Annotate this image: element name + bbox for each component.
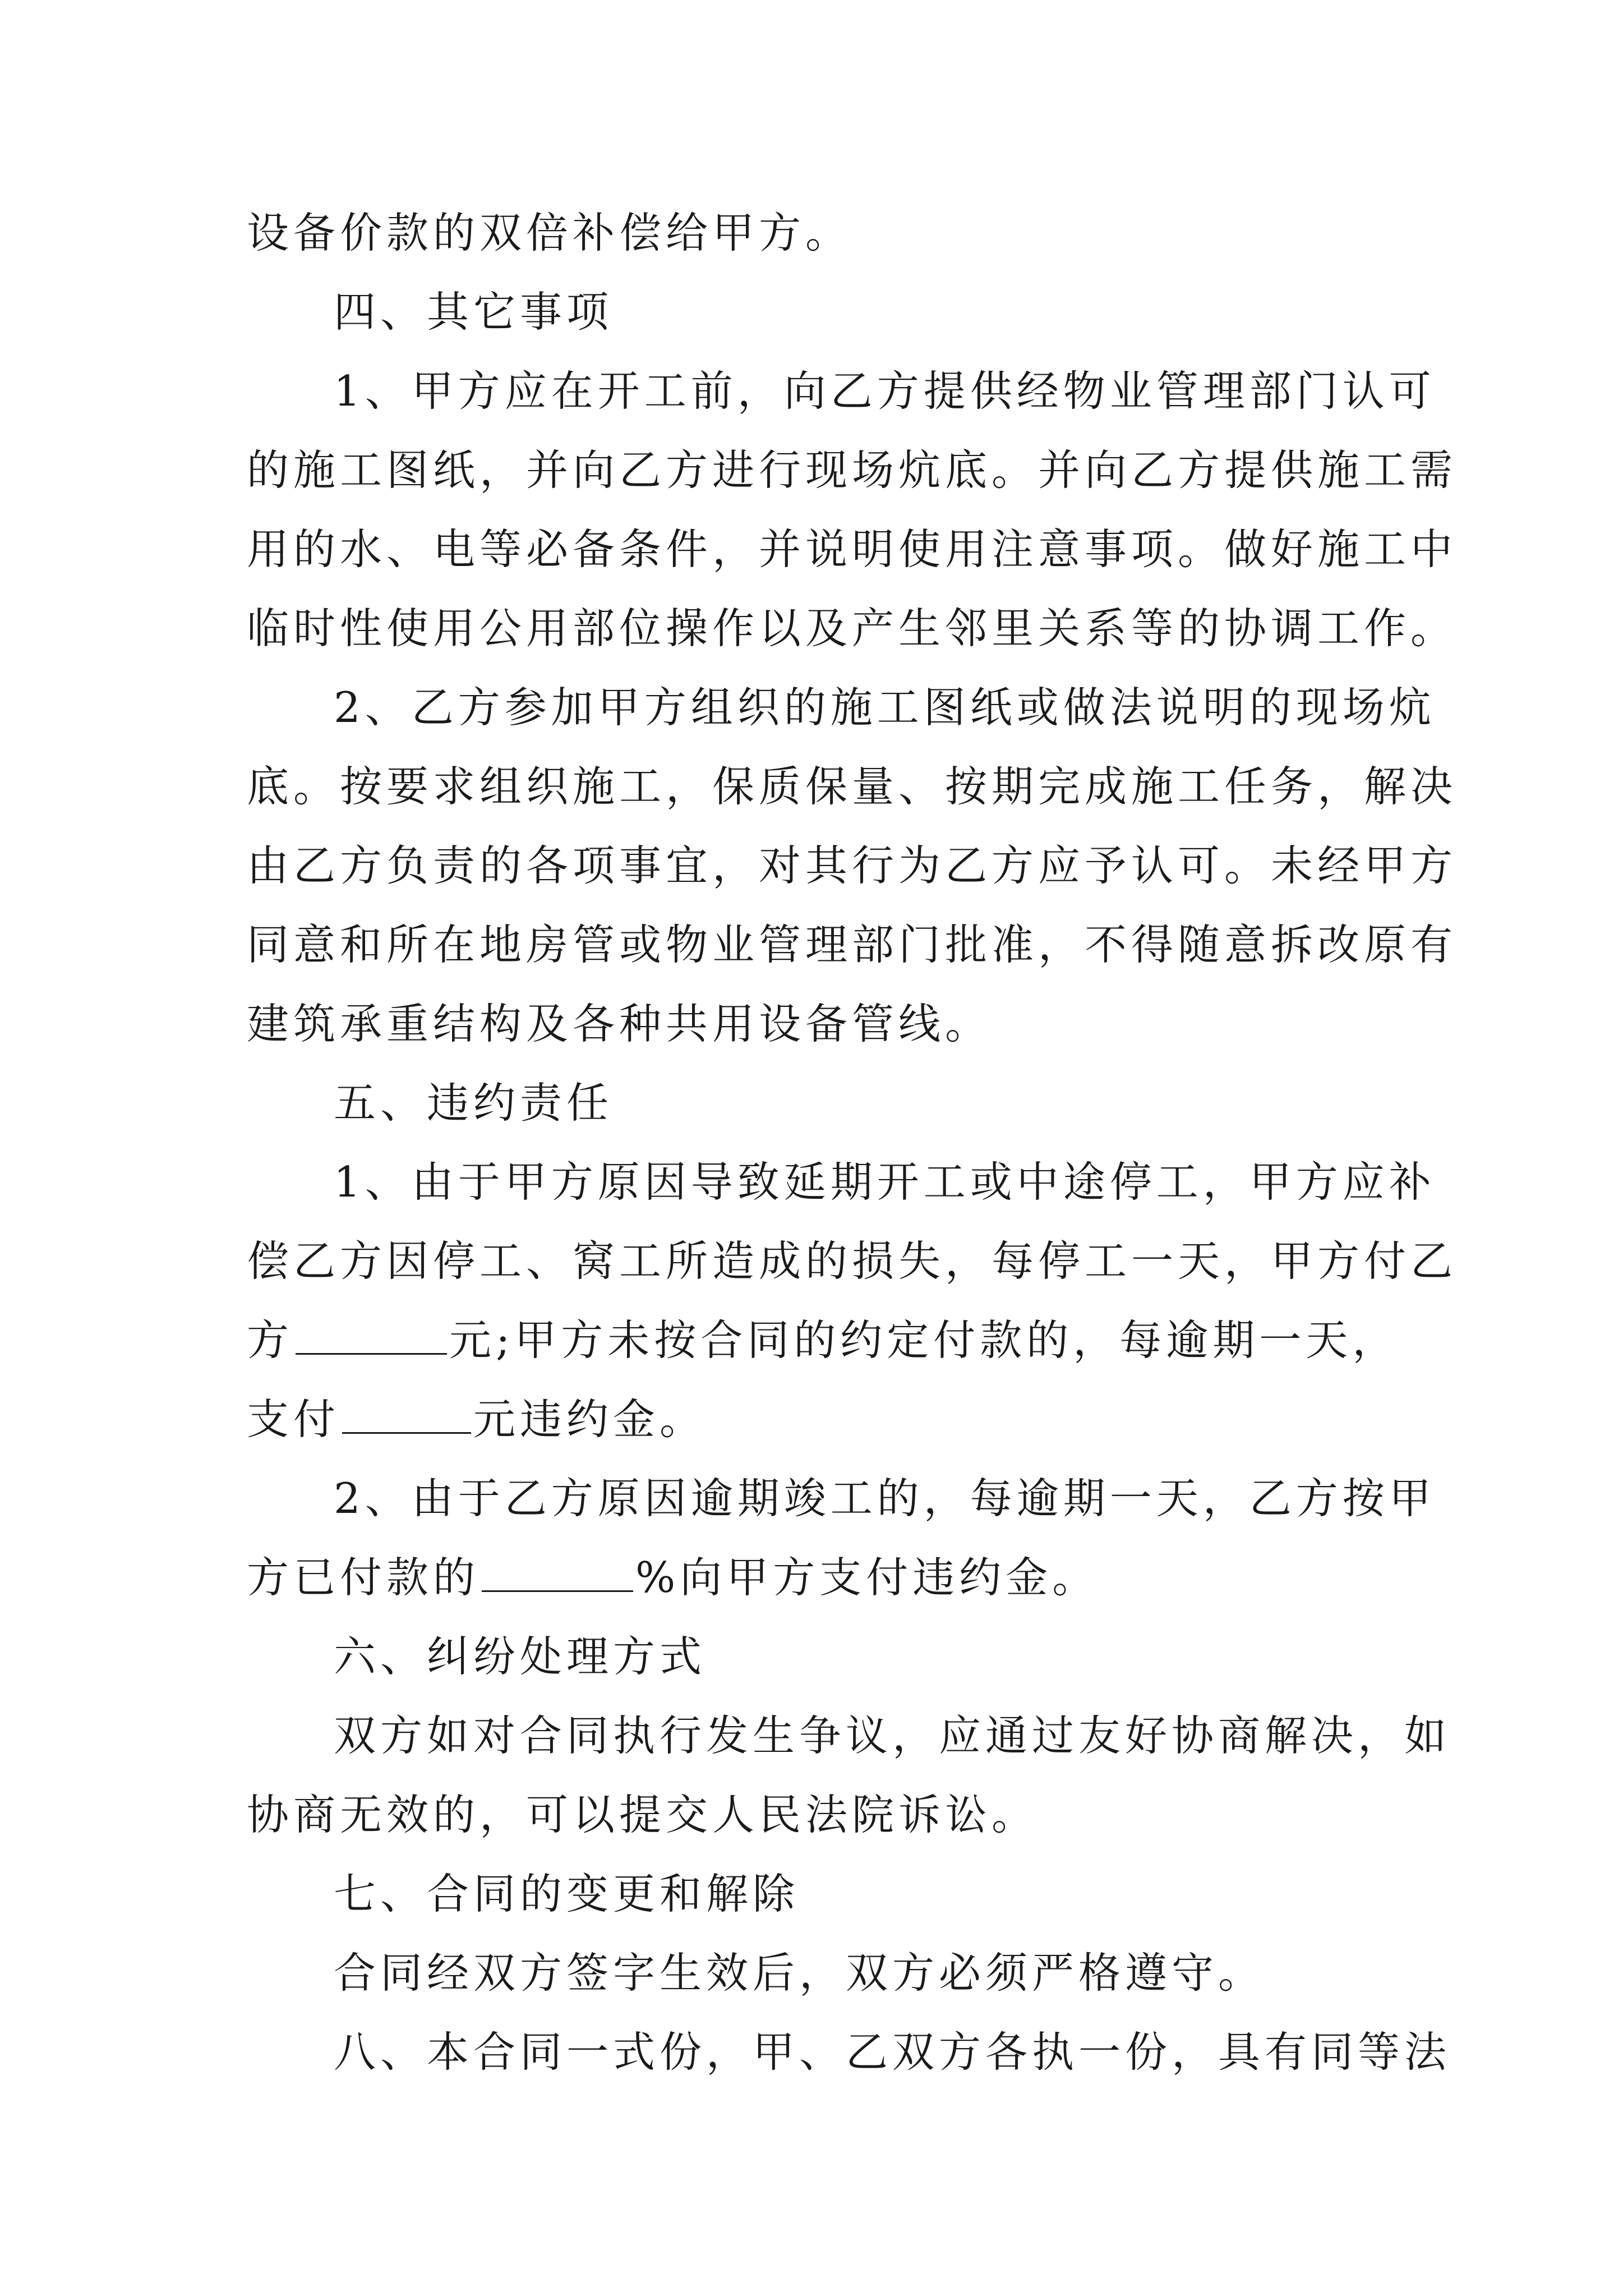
- paragraph-line: 2、由于乙方原因逾期竣工的，每逾期一天，乙方按甲: [334, 1474, 1436, 1523]
- section-heading: 六、纠纷处理方式: [334, 1632, 707, 1681]
- paragraph-line: 双方如对合同执行发生争议，应通过友好协商解决，如: [334, 1711, 1451, 1760]
- section-heading: 七、合同的变更和解除: [334, 1869, 800, 1918]
- paragraph-line: 由乙方负责的各项事宜，对其行为乙方应予认可。未经甲方: [247, 841, 1458, 890]
- line-prefix: 支付: [247, 1395, 340, 1444]
- paragraph-line: 八、本合同一式份，甲、乙双方各执一份，具有同等法: [334, 2027, 1451, 2077]
- paragraph-line: 2、乙方参加甲方组织的施工图纸或做法说明的现场炕: [334, 683, 1436, 732]
- paragraph-line: 建筑承重结构及各种共用设备管线。: [247, 999, 992, 1048]
- paragraph-line: 偿乙方因停工、窝工所造成的损失，每停工一天，甲方付乙: [247, 1236, 1458, 1286]
- line-text: %向甲方支付违约金。: [635, 1553, 1099, 1602]
- paragraph-line: 合同经双方签字生效后，双方必须严格遵守。: [334, 1948, 1265, 1998]
- paragraph-line: [247, 1547, 1391, 1608]
- section-heading: 四、其它事项: [334, 287, 614, 337]
- paragraph-line: [247, 1388, 1391, 1450]
- paragraph-line: 同意和所在地房管或物业管理部门批准，不得随意拆改原有: [247, 920, 1458, 969]
- paragraph-line: 1、甲方应在开工前，向乙方提供经物业管理部门认可: [334, 366, 1436, 416]
- paragraph-line: 协商无效的，可以提交人民法院诉讼。: [247, 1790, 1039, 1839]
- line-prefix: 方: [247, 1315, 294, 1365]
- paragraph-line: 底。按要求组织施工，保质保量、按期完成施工任务，解决: [247, 762, 1458, 811]
- paragraph-line: 用的水、电等必备条件，并说明使用注意事项。做好施工中: [247, 524, 1458, 574]
- paragraph-line: 1、由于甲方原因导致延期开工或中途停工，甲方应补: [334, 1157, 1436, 1207]
- paragraph-line: 设备价款的双倍补偿给甲方。: [247, 208, 852, 257]
- paragraph-line: 临时性使用公用部位操作以及产生邻里关系等的协调工作。: [247, 604, 1458, 653]
- line-prefix: 方已付款的: [247, 1553, 480, 1602]
- fill-in-blank[interactable]: [482, 1554, 633, 1592]
- section-heading: 五、违约责任: [334, 1078, 614, 1128]
- fill-in-blank[interactable]: [342, 1396, 471, 1434]
- line-text: 元;甲方未按合同的约定付款的，每逾期一天，: [449, 1315, 1399, 1365]
- paragraph-line: 的施工图纸，并向乙方进行现场炕底。并向乙方提供施工需: [247, 445, 1458, 495]
- line-text: 元违约金。: [473, 1395, 707, 1444]
- fill-in-blank[interactable]: [296, 1317, 447, 1355]
- paragraph-line: [247, 1309, 1399, 1371]
